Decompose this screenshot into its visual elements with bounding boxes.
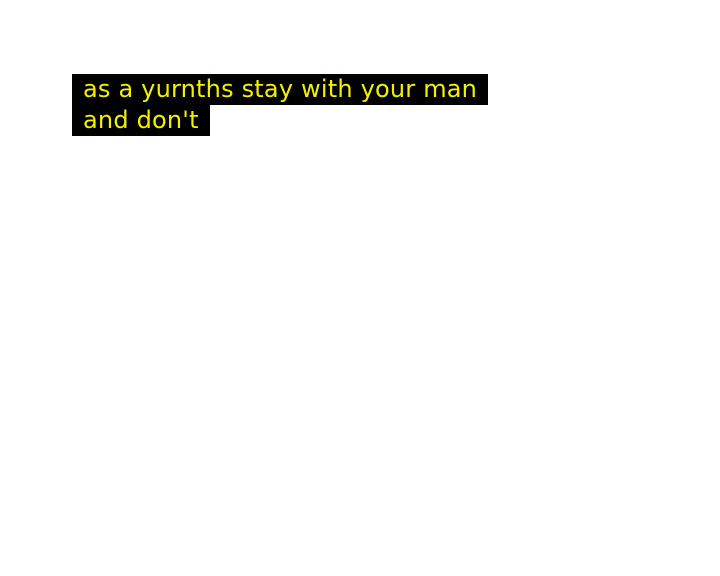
caption-line-1: as a yurnths stay with your man [72,74,488,105]
caption-line-2: and don't [72,105,210,136]
closed-caption-block [72,74,488,136]
